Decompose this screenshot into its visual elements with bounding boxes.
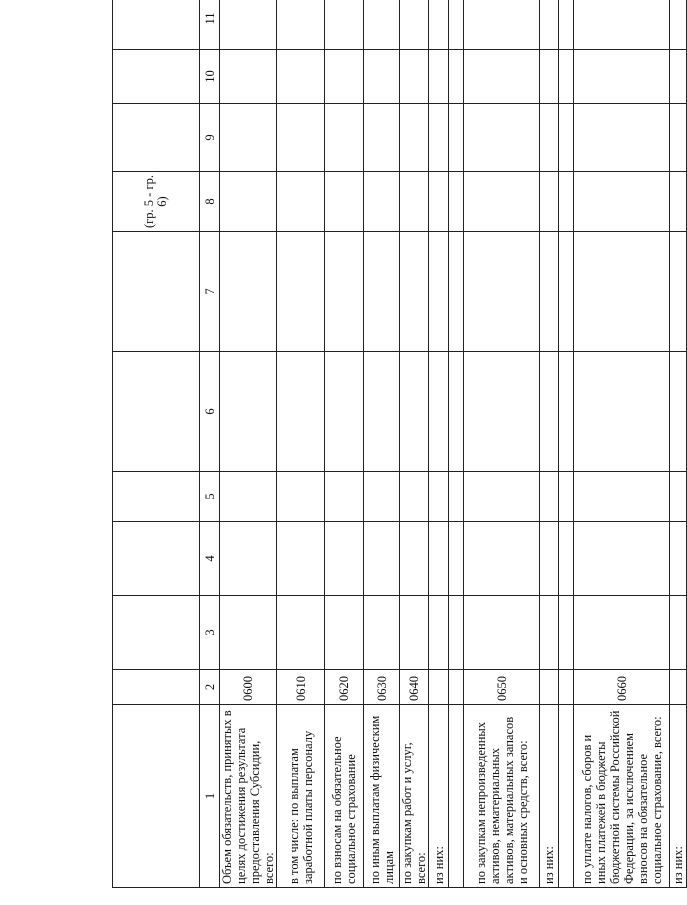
row-code: 0650	[464, 670, 540, 705]
data-cell[interactable]	[220, 232, 277, 352]
row-code	[449, 670, 464, 705]
data-cell[interactable]	[449, 352, 464, 472]
data-cell[interactable]	[559, 232, 574, 352]
column-number: 3	[200, 596, 220, 670]
data-cell[interactable]	[559, 172, 574, 232]
column-number: 5	[200, 472, 220, 522]
data-cell[interactable]	[559, 472, 574, 522]
data-cell[interactable]	[574, 232, 670, 352]
data-cell[interactable]	[429, 104, 449, 172]
header-note-cell	[113, 172, 200, 232]
column-8-formula-note: (гр. 5 - гр. 6)	[142, 175, 169, 228]
data-cell[interactable]	[574, 352, 670, 472]
data-cell[interactable]	[670, 232, 687, 352]
data-cell[interactable]	[540, 172, 559, 232]
data-cell[interactable]	[325, 50, 364, 104]
column-number: 9	[200, 104, 220, 172]
data-cell[interactable]	[400, 104, 429, 172]
data-cell[interactable]	[449, 50, 464, 104]
header-spacer-cell	[113, 352, 200, 472]
data-cell[interactable]	[429, 596, 449, 670]
data-cell[interactable]	[429, 50, 449, 104]
data-cell[interactable]	[277, 352, 325, 472]
column-number: 11	[200, 0, 220, 50]
header-spacer-cell	[113, 596, 200, 670]
data-cell[interactable]	[464, 50, 540, 104]
column-number: 4	[200, 522, 220, 596]
data-cell[interactable]	[464, 0, 540, 50]
row-code	[559, 670, 574, 705]
data-cell[interactable]	[670, 472, 687, 522]
header-spacer-cell	[113, 104, 200, 172]
row-code: 0660	[574, 670, 670, 705]
data-cell[interactable]	[464, 472, 540, 522]
table-row	[559, 0, 574, 888]
data-cell[interactable]	[364, 596, 400, 670]
data-cell[interactable]	[220, 472, 277, 522]
data-cell[interactable]	[220, 596, 277, 670]
data-cell[interactable]	[559, 0, 574, 50]
header-spacer-cell	[113, 472, 200, 522]
row-label: из них:	[540, 705, 559, 888]
row-code	[670, 670, 687, 705]
table-row	[429, 0, 449, 888]
data-cell[interactable]	[559, 352, 574, 472]
data-cell[interactable]	[464, 172, 540, 232]
data-cell[interactable]	[277, 596, 325, 670]
data-cell[interactable]	[559, 596, 574, 670]
data-cell[interactable]	[364, 472, 400, 522]
data-cell[interactable]	[400, 522, 429, 596]
data-cell[interactable]	[670, 172, 687, 232]
column-number-row	[200, 0, 220, 888]
data-cell[interactable]	[449, 522, 464, 596]
data-cell[interactable]	[364, 232, 400, 352]
data-cell[interactable]	[449, 104, 464, 172]
row-label: по уплате налогов, сборов и иных платежей в бюджеты бюджетной системы Российской Федерации, за исключением взносов на обязательное социальное страхование, всего:	[574, 705, 670, 888]
data-cell[interactable]	[400, 50, 429, 104]
table-row	[325, 0, 364, 888]
column-number: 10	[200, 50, 220, 104]
row-label: Объем обязательств, принятых в целях достижения результата предоставления Субсидии, всего:	[220, 705, 277, 888]
header-spacer-cell	[113, 670, 200, 705]
data-cell[interactable]	[574, 50, 670, 104]
row-label	[449, 705, 464, 888]
data-cell[interactable]	[429, 172, 449, 232]
row-code	[429, 670, 449, 705]
row-label: по иным выплатам физическим лицам	[364, 705, 400, 888]
data-cell[interactable]	[540, 472, 559, 522]
data-cell[interactable]	[220, 50, 277, 104]
data-cell[interactable]	[574, 104, 670, 172]
data-cell[interactable]	[464, 352, 540, 472]
data-cell[interactable]	[540, 522, 559, 596]
data-cell[interactable]	[364, 50, 400, 104]
table-row	[464, 0, 540, 888]
data-cell[interactable]	[670, 352, 687, 472]
data-cell[interactable]	[559, 50, 574, 104]
data-cell[interactable]	[670, 104, 687, 172]
data-cell[interactable]	[464, 104, 540, 172]
row-label: по взносам на обязательное социальное страхование	[325, 705, 364, 888]
data-cell[interactable]	[449, 232, 464, 352]
table-row	[400, 0, 429, 888]
data-cell[interactable]	[464, 522, 540, 596]
data-cell[interactable]	[429, 232, 449, 352]
data-cell[interactable]	[220, 172, 277, 232]
data-cell[interactable]	[364, 352, 400, 472]
header-spacer-cell	[113, 522, 200, 596]
data-cell[interactable]	[400, 0, 429, 50]
data-cell[interactable]	[325, 232, 364, 352]
row-code: 0610	[277, 670, 325, 705]
data-cell[interactable]	[429, 0, 449, 50]
header-spacer-cell	[113, 232, 200, 352]
data-cell[interactable]	[277, 172, 325, 232]
data-cell[interactable]	[540, 352, 559, 472]
data-cell[interactable]	[325, 472, 364, 522]
data-cell[interactable]	[325, 522, 364, 596]
data-cell[interactable]	[574, 472, 670, 522]
data-cell[interactable]	[429, 352, 449, 472]
column-number: 8	[200, 172, 220, 232]
data-cell[interactable]	[364, 522, 400, 596]
data-cell[interactable]	[325, 104, 364, 172]
table-body	[220, 0, 687, 888]
data-cell[interactable]	[449, 172, 464, 232]
data-cell[interactable]	[574, 522, 670, 596]
data-cell[interactable]	[559, 104, 574, 172]
row-label: по закупкам работ и услуг, всего:	[400, 705, 429, 888]
data-cell[interactable]	[540, 0, 559, 50]
data-cell[interactable]	[277, 232, 325, 352]
table-row	[220, 0, 277, 888]
data-cell[interactable]	[364, 172, 400, 232]
column-number: 2	[200, 670, 220, 705]
data-cell[interactable]	[277, 472, 325, 522]
data-cell[interactable]	[325, 596, 364, 670]
row-label: из них:	[429, 705, 449, 888]
data-cell[interactable]	[400, 596, 429, 670]
table-row	[277, 0, 325, 888]
table-row	[449, 0, 464, 888]
data-cell[interactable]	[277, 50, 325, 104]
data-cell[interactable]	[400, 232, 429, 352]
data-cell[interactable]	[574, 0, 670, 50]
data-cell[interactable]	[559, 522, 574, 596]
data-cell[interactable]	[364, 0, 400, 50]
data-cell[interactable]	[540, 104, 559, 172]
data-cell[interactable]	[277, 104, 325, 172]
table-header-row	[113, 0, 200, 888]
data-cell[interactable]	[464, 596, 540, 670]
data-cell[interactable]	[540, 50, 559, 104]
obligations-table	[112, 0, 687, 888]
table-row	[540, 0, 559, 888]
data-cell[interactable]	[400, 352, 429, 472]
row-code: 0620	[325, 670, 364, 705]
row-code: 0600	[220, 670, 277, 705]
table-row	[364, 0, 400, 888]
header-spacer-cell	[113, 0, 200, 50]
data-cell[interactable]	[220, 0, 277, 50]
data-cell[interactable]	[449, 0, 464, 50]
data-cell[interactable]	[325, 0, 364, 50]
row-code	[540, 670, 559, 705]
data-cell[interactable]	[540, 596, 559, 670]
data-cell[interactable]	[449, 596, 464, 670]
data-cell[interactable]	[449, 472, 464, 522]
data-cell[interactable]	[670, 522, 687, 596]
data-cell[interactable]	[277, 0, 325, 50]
row-label: в том числе: по выплатам заработной платы персоналу	[277, 705, 325, 888]
data-cell[interactable]	[429, 472, 449, 522]
table-row	[670, 0, 687, 888]
data-cell[interactable]	[277, 522, 325, 596]
data-cell[interactable]	[540, 232, 559, 352]
data-cell[interactable]	[464, 232, 540, 352]
data-cell[interactable]	[429, 522, 449, 596]
data-cell[interactable]	[325, 172, 364, 232]
table-row	[574, 0, 670, 888]
column-number: 1	[200, 705, 220, 888]
data-cell[interactable]	[670, 0, 687, 50]
row-label: по закупкам непроизведенных активов, нематериальных активов, материальных запасов и основных средств, всего:	[464, 705, 540, 888]
data-cell[interactable]	[670, 50, 687, 104]
data-cell[interactable]	[220, 352, 277, 472]
data-cell[interactable]	[325, 352, 364, 472]
row-code: 0630	[364, 670, 400, 705]
column-number: 6	[200, 352, 220, 472]
data-cell[interactable]	[400, 172, 429, 232]
rotated-table-wrapper	[112, 12, 685, 888]
header-spacer-cell	[113, 50, 200, 104]
data-cell[interactable]	[574, 596, 670, 670]
data-cell[interactable]	[574, 172, 670, 232]
column-number: 7	[200, 232, 220, 352]
row-label: из них:	[670, 705, 687, 888]
header-spacer-cell	[113, 705, 200, 888]
data-cell[interactable]	[364, 104, 400, 172]
row-label	[559, 705, 574, 888]
data-cell[interactable]	[220, 522, 277, 596]
data-cell[interactable]	[220, 104, 277, 172]
data-cell[interactable]	[670, 596, 687, 670]
row-code: 0640	[400, 670, 429, 705]
data-cell[interactable]	[400, 472, 429, 522]
